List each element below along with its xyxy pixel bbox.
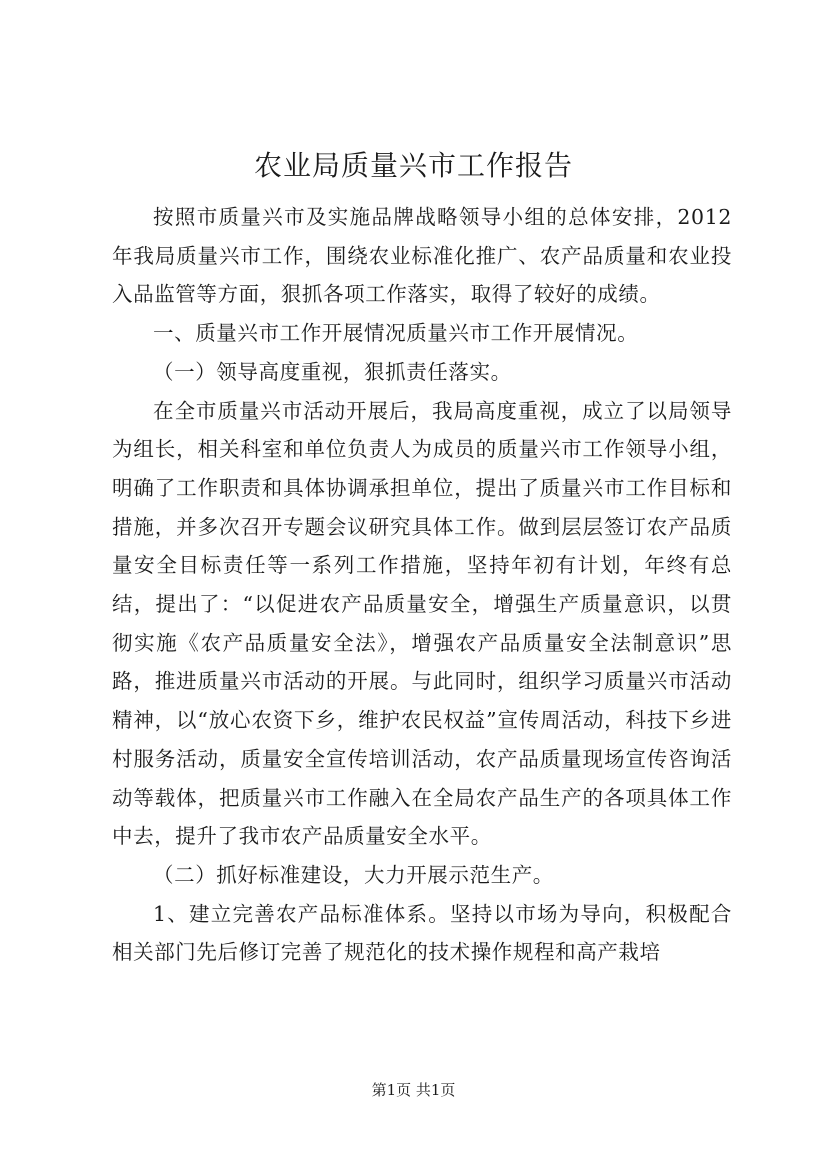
section-heading-1: 一、质量兴市工作开展情况质量兴市工作开展情况。: [153, 321, 639, 346]
document-body: [112, 198, 732, 972]
subsection-heading-1: （一）领导高度重视，狠抓责任落实。: [153, 359, 512, 384]
paragraph-leadership: 在全市质量兴市活动开展后，我局高度重视，成立了以局领导为组长，相关科室和单位负责人为成员的质量兴市工作领导小组，明确了工作职责和具体协调承担单位，提出了质量兴市工作目标和措施，并多次召开专题会议研究具体工作。做到层层签订农产品质量安全目标责任等一系列工作措施，坚持年初有计划，年终有总结，提出了：“以促进农产品质量安全，增强生产质量意识，以贯彻实施《农产品质量安全法》，增强农产品质量安全法制意识”思路，推进质量兴市活动的开展。与此同时，组织学习质量兴市活动精神，以“放心农资下乡，维护农民权益”宣传周活动，科技下乡进村服务活动，质量安全宣传培训活动，农产品质量现场宣传咨询活动等载体，把质量兴市工作融入在全局农产品生产的各项具体工作中去，提升了我市农产品质量安全水平。: [112, 398, 732, 849]
subsection-heading-2: （二）抓好标准建设，大力开展示范生产。: [153, 862, 554, 887]
document-title: 农业局质量兴市工作报告: [253, 149, 573, 182]
page-footer: 第1页 共1页: [371, 1081, 456, 1099]
paragraph-intro: 按照市质量兴市及实施品牌战略领导小组的总体安排，2012年我局质量兴市工作，围绕农业标准化推广、农产品质量和农业投入品监管等方面，狠抓各项工作落实，取得了较好的成绩。: [112, 205, 732, 307]
paragraph-standards: 1、建立完善农产品标准体系。坚持以市场为导向，积极配合相关部门先后修订完善了规范化的技术操作规程和高产栽培: [112, 901, 732, 965]
